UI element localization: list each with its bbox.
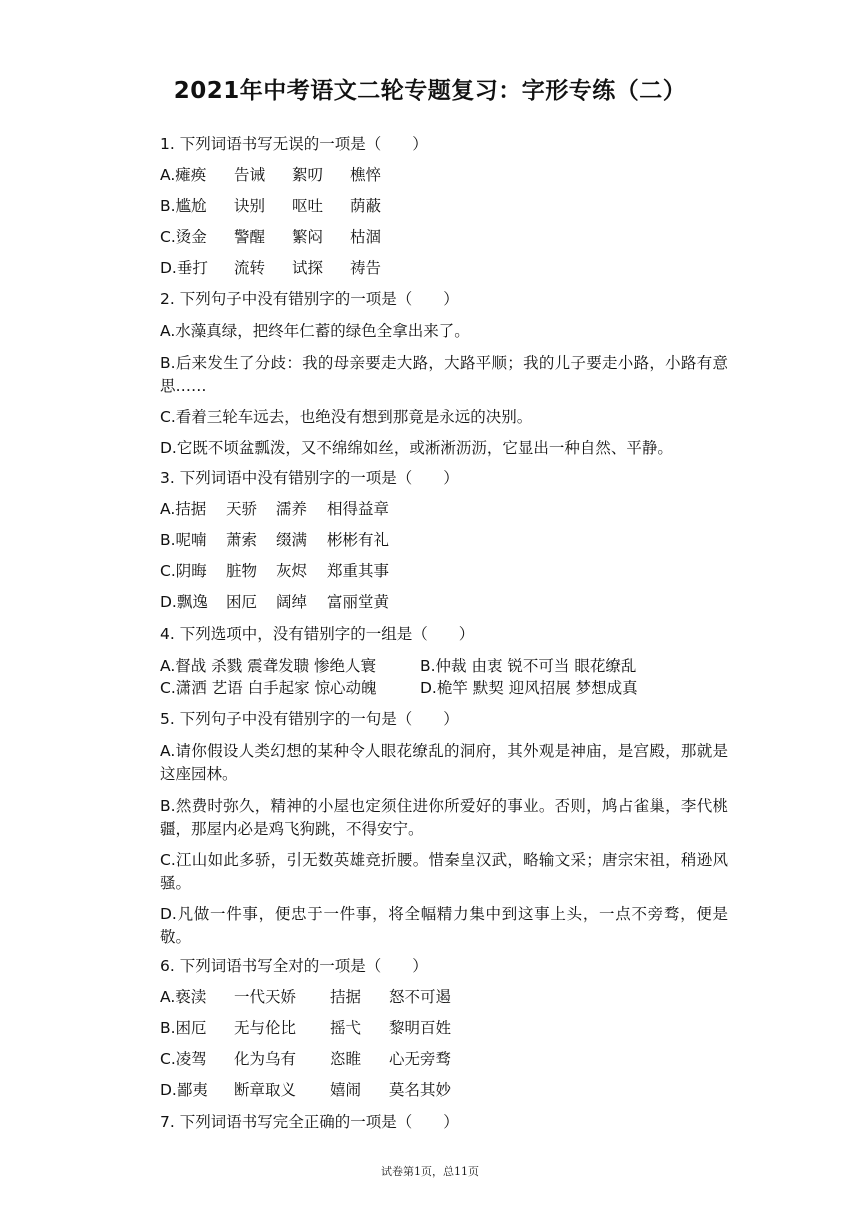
word: 萧索 — [226, 531, 258, 549]
question-1-option-a — [160, 164, 381, 186]
word: 灰烬 — [276, 562, 308, 580]
word: 流转 — [234, 259, 266, 277]
word: B.困厄 — [160, 1019, 207, 1037]
word: 郑重其事 — [327, 562, 390, 580]
word: 繁闷 — [292, 228, 324, 246]
word: 濡养 — [276, 500, 308, 518]
question-3-stem: 3. 下列词语中没有错别字的一项是（ ） — [160, 469, 459, 487]
word: 断章取义 — [234, 1081, 297, 1099]
word: 祷告 — [350, 259, 382, 277]
word: C.凌驾 — [160, 1050, 207, 1068]
question-2-option-d: D.它既不顷盆瓢泼，又不绵绵如丝，或淅淅沥沥，它显出一种自然、平静。 — [160, 439, 673, 457]
question-2-option-a: A.水藻真绿，把终年仁蓄的绿色全拿出来了。 — [160, 322, 470, 340]
question-6-option-b — [160, 1017, 451, 1039]
question-6-option-c — [160, 1048, 451, 1070]
word: B.呢喃 — [160, 531, 207, 549]
question-4-option-c: C.潇洒 艺语 白手起家 惊心动魄 — [160, 679, 377, 697]
question-2-option-c: C.看着三轮车远去，也绝没有想到那竟是永远的决别。 — [160, 408, 533, 426]
question-3-option-b — [160, 529, 389, 551]
word: A.拮据 — [160, 500, 207, 518]
question-5-option-d: D.凡做一件事，便忠于一件事，将全幅精力集中到这事上头，一点不旁骛，便是敬。 — [160, 905, 728, 946]
word: 樵悴 — [350, 166, 382, 184]
word: 试探 — [292, 259, 324, 277]
question-6-stem: 6. 下列词语书写全对的一项是（ ） — [160, 957, 428, 975]
question-5-option-c: C.江山如此多骄，引无数英雄竞折腰。惜秦皇汉武，略输文采；唐宗宋祖，稍逊风骚。 — [160, 851, 728, 892]
word: 摇弋 — [330, 1019, 362, 1037]
word: 彬彬有礼 — [327, 531, 390, 549]
page-title: 2021年中考语文二轮专题复习：字形专练（二） — [173, 78, 687, 104]
question-6-option-a — [160, 986, 451, 1008]
question-5-stem: 5. 下列句子中没有错别字的一句是（ ） — [160, 710, 459, 728]
word: A.亵渎 — [160, 988, 207, 1006]
word: 拮据 — [330, 988, 362, 1006]
question-4-option-a: A.督战 杀戮 震聋发聩 惨绝人寰 — [160, 657, 377, 675]
question-3-option-d — [160, 591, 389, 613]
word: 莫名其妙 — [389, 1081, 452, 1099]
word: 诀别 — [234, 197, 266, 215]
question-7-stem: 7. 下列词语书写完全正确的一项是（ ） — [160, 1113, 459, 1131]
question-1-option-d — [160, 257, 381, 279]
word: 化为乌有 — [234, 1050, 297, 1068]
word: 天骄 — [226, 500, 258, 518]
word: D.鄙夷 — [160, 1081, 208, 1099]
word: C.烫金 — [160, 228, 207, 246]
word: 缀满 — [276, 531, 308, 549]
question-1-option-b — [160, 195, 381, 217]
word: 怒不可遏 — [389, 988, 452, 1006]
word: 一代天娇 — [234, 988, 297, 1006]
word: D.飘逸 — [160, 593, 208, 611]
question-4-option-d: D.桅竿 默契 迎风招展 梦想成真 — [420, 679, 638, 697]
question-3-option-a — [160, 498, 389, 520]
page-footer: 试卷第1页，总11页 — [381, 1165, 479, 1178]
word: 脏物 — [226, 562, 258, 580]
question-2-option-b: B.后来发生了分歧：我的母亲要走大路，大路平顺；我的儿子要走小路，小路有意思…… — [160, 354, 728, 395]
word: 枯涸 — [350, 228, 382, 246]
word: 心无旁骛 — [389, 1050, 452, 1068]
word: A.瘫痪 — [160, 166, 207, 184]
word: 相得益章 — [327, 500, 390, 518]
word: 警醒 — [234, 228, 266, 246]
word: D.垂打 — [160, 259, 208, 277]
question-5-option-b: B.然费时弥久，精神的小屋也定须住进你所爱好的事业。否则，鸠占雀巢，李代桃疆，那屋内必是鸡飞狗跳，不得安宁。 — [160, 797, 728, 838]
question-2-stem: 2. 下列句子中没有错别字的一项是（ ） — [160, 290, 459, 308]
word: 荫蔽 — [350, 197, 382, 215]
word: 絮叨 — [292, 166, 324, 184]
question-4-option-b: B.仲裁 由衷 锐不可当 眼花缭乱 — [420, 657, 637, 675]
word: 告诫 — [234, 166, 266, 184]
word: 黎明百姓 — [389, 1019, 452, 1037]
word: 困厄 — [226, 593, 258, 611]
question-1-option-c — [160, 226, 381, 248]
question-5-option-a: A.请你假设人类幻想的某种令人眼花缭乱的洞府，其外观是神庙，是宫殿，那就是这座园林。 — [160, 742, 728, 783]
word: 呕吐 — [292, 197, 324, 215]
word: 富丽堂黄 — [327, 593, 390, 611]
question-4-stem: 4. 下列选项中，没有错别字的一组是（ ） — [160, 625, 475, 643]
word: 恣睢 — [330, 1050, 362, 1068]
word: 无与伦比 — [234, 1019, 297, 1037]
question-6-option-d — [160, 1079, 451, 1101]
word: B.尴尬 — [160, 197, 207, 215]
question-3-option-c — [160, 560, 389, 582]
question-1-stem: 1. 下列词语书写无误的一项是（ ） — [160, 135, 428, 153]
word: 阔绰 — [276, 593, 308, 611]
word: 嬉闹 — [330, 1081, 362, 1099]
word: C.阴晦 — [160, 562, 207, 580]
